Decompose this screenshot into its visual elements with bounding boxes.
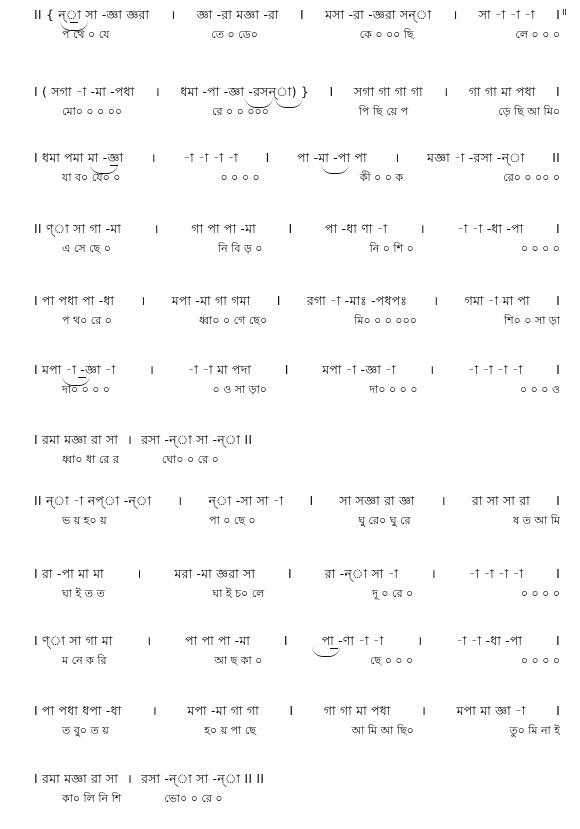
lyric-group: কী ০ ০ ক (359, 171, 404, 184)
lyric-group: ত বু০ ত য় (62, 724, 109, 737)
lyric-group: ড়ে ছি আ মি০ (498, 105, 560, 118)
stanza (0, 292, 580, 342)
stanza (0, 361, 580, 411)
lyric-group: ছে ০ ০ ০ (370, 654, 414, 667)
lyric-group: কে ০ ০০ ছি (359, 28, 414, 41)
note-group: I পা পধা ধপা -ধা (34, 703, 122, 718)
bar-line: । (421, 703, 427, 718)
note-group: সগা গা গা গা (353, 84, 423, 99)
lyric-group: প থে ০ যে (62, 28, 110, 41)
lyric-group: ধ্বা০ ০ গে ছে০ (199, 314, 268, 327)
note-group: I রা -পা মা মা (34, 566, 104, 581)
note-group: রসা -ন্‌া সা -ন্‌া II II (141, 771, 265, 786)
lyric-group: ০ ০ ০ ০ (520, 242, 560, 255)
note-group: সা সজ্ঞা রা জ্ঞা (339, 493, 415, 508)
note-group: রা -ন্‌া সা -া (324, 566, 399, 581)
note-group: -া -া মা পদা (187, 362, 252, 377)
bar-line: I (265, 150, 270, 165)
note-group: II ন্‌া -া নপ্‌া -ন্‌া (34, 493, 152, 508)
note-group: -া -া -া -া (467, 362, 523, 377)
lyric-group: ষ ত আ মি (513, 514, 560, 527)
stanza (0, 492, 580, 542)
note-group: গা গা মা পধা (323, 703, 391, 718)
bar-line: । (394, 150, 400, 165)
bar-line: । (443, 84, 449, 99)
lyrics-line (34, 652, 560, 671)
lyrics-line (34, 381, 560, 400)
lyric-group: হ০ য় পা ছে (204, 724, 256, 737)
lyric-group: ঘা ই ত ত (62, 587, 105, 600)
bar-line: । (150, 150, 156, 165)
note-group: মরা -মা জ্ঞরা সা (174, 566, 256, 581)
note-group: পা -ধা ণা -া (325, 221, 388, 236)
lyrics-line (34, 26, 560, 45)
note-group: মপা -মা গা গা (187, 703, 259, 718)
bar-line: I (329, 84, 334, 99)
lyric-group: তু০ মি না ই (509, 724, 560, 737)
lyrics-line (34, 512, 560, 531)
note-group: ধমা -পা -জ্ঞা -রসন্‌া) } (180, 84, 310, 99)
bar-line: । (127, 771, 133, 786)
lyric-group: ০ ০ ০ ০ (520, 587, 560, 600)
note-group: সা -া -া -া (478, 7, 535, 22)
notation-line (34, 431, 560, 452)
note-group: মসা -রা -জ্ঞরা সন্‌া (325, 7, 432, 22)
bar-line: । (417, 633, 423, 648)
lyric-group: ঘো০ ০ রে ০ (161, 453, 219, 466)
glide-dash (70, 22, 78, 23)
lyric-group: আ ছ কা ০ (214, 654, 263, 667)
lyric-group: ভ য় হ০ য় (62, 514, 107, 527)
bar-line: I (556, 703, 560, 718)
note-group: I পা পধা পা -ধা (34, 293, 115, 308)
lyric-group: তে ০ ডে০ (211, 28, 258, 41)
notation-line (34, 632, 560, 653)
lyric-group: প থ০ রে ০ (62, 314, 112, 327)
lyric-group: দা০ ০ ০ ০ (62, 383, 111, 396)
lyrics-line (34, 790, 560, 809)
bar-line: । (140, 293, 146, 308)
bar-line: । (154, 84, 160, 99)
note-group: গা পা পা -মা (191, 221, 256, 236)
bar-line: । (149, 362, 155, 377)
lyric-group: পা ০ ছে ০ (209, 514, 256, 527)
lyric-group: ০ ০ ০ ও (519, 383, 560, 396)
lyric-group: রে ০ ০ ০০০ (212, 105, 269, 118)
notation-line (34, 361, 560, 382)
note-group: মপা মা জ্ঞা -া (456, 703, 526, 718)
note-group: মপা -া -জ্ঞা -া (322, 362, 396, 377)
note-group: রসা -ন্‌া সা -ন্‌া II (141, 432, 253, 447)
bar-line: I (556, 293, 560, 308)
note-group: মপা -মা গা গমা (171, 293, 251, 308)
stanza (0, 431, 580, 481)
notation-line (34, 702, 560, 723)
note-group: পা পা পা -মা (185, 633, 251, 648)
bar-line: । (127, 432, 133, 447)
bar-line: I (288, 221, 293, 236)
glide-dash (78, 377, 86, 378)
lyric-group: নি ০ শি ০ (369, 242, 414, 255)
bar-line: I (309, 493, 314, 508)
lyrics-line (34, 312, 560, 331)
lyric-group: দা০ ০ ০ ০ (369, 383, 418, 396)
lyric-group: শি০ ০ সা ড়া (504, 314, 560, 327)
note-group: I মপা -া -জ্ঞা -া (34, 362, 116, 377)
bar-line: I (556, 84, 560, 99)
note-group: জ্ঞা -রা মজ্ঞা -রা (196, 7, 279, 22)
stanza (0, 149, 580, 199)
bar-line: I (556, 221, 560, 236)
lyric-group: দূ ০ রে ০ (372, 587, 414, 600)
note-group: II ণ্‌া সা গা -মা (34, 221, 122, 236)
lyric-group: যা ব০ যে০ ০ (62, 171, 121, 184)
bar-line: I (556, 493, 560, 508)
page-corner-mark: ॥ (561, 7, 567, 18)
note-group: I ণ্‌া সা গা মা (34, 633, 113, 648)
bar-line: I (288, 566, 292, 581)
lyric-group: লে ০ ০ ০ (515, 28, 560, 41)
note-group: রগা -া -মাঃ -পধপঃ (306, 293, 408, 308)
bar-line: II (552, 150, 560, 165)
note-group: মজ্ঞা -া -রসা -ন্‌া (427, 150, 525, 165)
note-group: ন্‌া -সা সা -া (208, 493, 284, 508)
bar-line: । (153, 221, 159, 236)
bar-line: । (151, 703, 157, 718)
bar-line: । (419, 221, 425, 236)
stanza (0, 220, 580, 270)
lyrics-line (34, 240, 560, 259)
lyrics-line (34, 451, 560, 470)
note-group: II { ন্‌া সা -জ্ঞা জ্ঞরা (34, 7, 150, 22)
lyric-group: ঘা ই চ০ লে (212, 587, 265, 600)
bar-line: I (284, 362, 289, 377)
lyric-group: ০ ও সা ড়া০ (212, 383, 267, 396)
note-group: পা -ণা -া -া (321, 633, 384, 648)
lyrics-line (34, 585, 560, 604)
bar-line: I (556, 633, 560, 648)
glide-dash (330, 648, 338, 649)
stanza (0, 6, 580, 56)
lyric-group: মো০ ০ ০ ০০ (62, 105, 123, 118)
notation-line (34, 565, 560, 586)
lyric-group: পি ছি য়ে প (358, 105, 409, 118)
lyric-group: ম নে ক রি (62, 654, 107, 667)
note-group: রা সা সা রা (471, 493, 530, 508)
bar-line: I (289, 703, 294, 718)
bar-line: । (177, 493, 183, 508)
bar-line: I (300, 7, 304, 22)
note-group: পা -মা -পা পা (297, 150, 367, 165)
bar-line: । (146, 633, 152, 648)
note-group: I ( সগা -া -মা -পধা (34, 84, 135, 99)
note-group: -া -া -ধা -পা (456, 633, 523, 648)
notation-line (34, 770, 560, 791)
notation-line (34, 492, 560, 513)
lyric-group: কা০ লি নি শি (62, 792, 122, 805)
lyric-group: ভো০ ০ রে ০ (164, 792, 223, 805)
notation-line (34, 6, 560, 27)
bar-line: । (170, 7, 176, 22)
bar-line: I (556, 7, 560, 22)
lyric-group: নি বি ড় ০ (217, 242, 263, 255)
note-group: গমা -া মা পা (464, 293, 530, 308)
note-group: I রমা মজ্ঞা রা সা (34, 771, 119, 786)
lyric-group: ধ্বা০ ধা রে র (62, 453, 119, 466)
bar-line: I (556, 362, 560, 377)
bar-line: । (433, 293, 439, 308)
stanza (0, 83, 580, 133)
note-group: -া -া -া -া (468, 566, 524, 581)
bar-line: । (136, 566, 142, 581)
lyric-group: ঘু রে০ ঘু রে (358, 514, 411, 527)
lyric-group: এ সে ছে ০ (62, 242, 111, 255)
lyric-group: আ মি আ ছি০ (351, 724, 414, 737)
glide-dash (110, 165, 118, 166)
notation-line (34, 220, 560, 241)
note-group: গা গা মা পধা (468, 84, 536, 99)
stanza (0, 770, 580, 820)
note-group: I রমা মজ্ঞা রা সা (34, 432, 119, 447)
note-group: -া -া -া -া (183, 150, 238, 165)
bar-line: । (431, 566, 436, 581)
bar-line: I (276, 293, 281, 308)
bar-line: । (429, 362, 435, 377)
lyric-group: রে০ ০ ০০ ০ (503, 171, 560, 184)
note-group: -া -া -ধা -পা (457, 221, 524, 236)
bar-line: I (283, 633, 288, 648)
notation-line (34, 292, 560, 313)
stanza (0, 565, 580, 615)
lyric-group: মি০ ০ ০ ০০০ (354, 314, 417, 327)
lyric-group: ০ ০ ০ ০ (220, 171, 260, 184)
note-group: I ধমা পমা মা -জ্ঞা (34, 150, 124, 165)
bar-line: । (452, 7, 458, 22)
stanza (0, 632, 580, 682)
lyrics-line (34, 722, 560, 741)
stanza (0, 702, 580, 752)
bar-line: I (556, 566, 560, 581)
lyric-group: ০ ০ ০ ০ (520, 654, 560, 667)
bar-line: । (440, 493, 446, 508)
